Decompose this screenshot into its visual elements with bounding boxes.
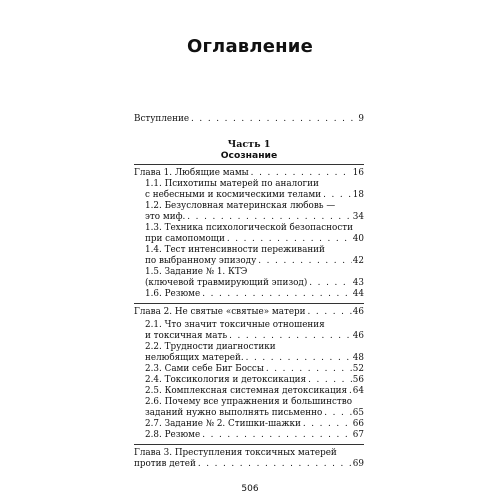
dot-leader xyxy=(308,375,352,386)
toc-entry-chapter-1 xyxy=(134,168,364,179)
toc-entry-2-5 xyxy=(134,386,364,397)
toc-entry-page: 16 xyxy=(352,168,364,178)
dot-leader xyxy=(227,234,352,245)
part-name: Осознание xyxy=(220,150,278,161)
toc-entry-page: 44 xyxy=(352,289,364,299)
dot-leader xyxy=(258,256,352,267)
divider xyxy=(134,164,364,165)
toc-entry-2-8 xyxy=(134,430,364,441)
toc-entry-page: 46 xyxy=(352,307,364,317)
toc-entry-label: 2.7. Задание № 2. Стишки-шажки xyxy=(145,419,301,429)
toc-entry-label: (ключевой травмирующий эпизод) xyxy=(145,278,308,288)
toc-entry-label: с небесными и космическими телами xyxy=(145,190,322,200)
part-number: Часть 1 xyxy=(227,139,271,150)
dot-leader xyxy=(229,331,352,342)
toc-entry-page: 34 xyxy=(352,212,364,222)
toc-entry-2-7 xyxy=(134,419,364,430)
table-of-contents xyxy=(134,114,364,470)
toc-entry-line: Глава 3. Преступления токсичных матерей xyxy=(134,448,337,458)
toc-entry-1-5 xyxy=(134,278,364,289)
toc-entry-label: 2.5. Комплексная системная детоксикация xyxy=(145,386,348,396)
toc-entry-page: 64 xyxy=(352,386,364,396)
toc-entry-chapter-2 xyxy=(134,307,364,318)
toc-entry-2-2 xyxy=(134,353,364,364)
toc-entry-label: при самопомощи xyxy=(145,234,225,244)
toc-entry-label: против детей xyxy=(134,459,196,469)
toc-entry-page: 48 xyxy=(352,353,364,363)
toc-entry-page: 43 xyxy=(352,278,364,288)
toc-entry-label: по выбранному эпизоду xyxy=(145,256,257,266)
toc-entry-line: 1.1. Психотипы матерей по аналогии xyxy=(145,179,319,189)
dot-leader xyxy=(191,114,357,125)
toc-entry-page: 40 xyxy=(352,234,364,244)
toc-entry-label: и токсичная мать xyxy=(145,331,228,341)
page-number: 506 xyxy=(241,484,259,494)
toc-entry-2-3 xyxy=(134,364,364,375)
toc-entry-1-1 xyxy=(134,190,364,201)
divider xyxy=(134,444,364,445)
toc-entry-2-6 xyxy=(134,408,364,419)
toc-entry-label: Глава 2. Не святые «святые» матери xyxy=(134,307,306,317)
dot-leader xyxy=(323,190,352,201)
toc-entry-page: 52 xyxy=(352,364,364,374)
toc-entry-2-4 xyxy=(134,375,364,386)
toc-entry-label: Вступление xyxy=(134,114,190,124)
toc-entry-page: 56 xyxy=(352,375,364,385)
toc-entry-chapter-3 xyxy=(134,459,364,470)
divider xyxy=(134,303,364,304)
toc-entry-label: заданий нужно выполнять письменно xyxy=(145,408,323,418)
toc-entry-1-6 xyxy=(134,289,364,300)
toc-entry-line: 2.1. Что значит токсичные отношения xyxy=(145,320,325,330)
page-title: Оглавление xyxy=(186,36,314,57)
toc-entry-page: 9 xyxy=(358,114,364,124)
part-heading xyxy=(134,139,364,161)
toc-entry-line: 1.3. Техника психологической безопасности xyxy=(145,223,353,233)
dot-leader xyxy=(187,212,352,223)
toc-entry-line: 1.4. Тест интенсивности переживаний xyxy=(145,245,325,255)
toc-entry-label: 2.8. Резюме xyxy=(145,430,201,440)
dot-leader xyxy=(303,419,352,430)
dot-leader xyxy=(246,353,352,364)
toc-entry-line: 2.6. Почему все упражнения и большинство xyxy=(145,397,352,407)
toc-entry-label: Глава 1. Любящие мамы xyxy=(134,168,249,178)
toc-entry-label: 1.6. Резюме xyxy=(145,289,201,299)
dot-leader xyxy=(309,278,352,289)
toc-entry-line: 2.2. Трудности диагностики xyxy=(145,342,276,352)
dot-leader xyxy=(251,168,352,179)
toc-entry-label: 2.3. Сами себе Биг Боссы xyxy=(145,364,264,374)
toc-entry-page: 67 xyxy=(352,430,364,440)
toc-entry-1-2 xyxy=(134,212,364,223)
toc-entry-page: 66 xyxy=(352,419,364,429)
dot-leader xyxy=(308,307,352,318)
toc-entry-label: нелюбящих матерей. xyxy=(145,353,244,363)
toc-entry-page: 65 xyxy=(352,408,364,418)
toc-entry-1-4 xyxy=(134,256,364,267)
toc-entry-page: 18 xyxy=(352,190,364,200)
toc-entry-label: 2.4. Токсикология и детоксикация xyxy=(145,375,307,385)
toc-entry-label: это миф. xyxy=(145,212,186,222)
dot-leader xyxy=(324,408,352,419)
toc-entry-2-1 xyxy=(134,331,364,342)
toc-entry-intro xyxy=(134,114,364,125)
toc-entry-1-3 xyxy=(134,234,364,245)
toc-entry-page: 69 xyxy=(352,459,364,469)
toc-entry-page: 46 xyxy=(352,331,364,341)
toc-entry-line: 1.5. Задание № 1. КТЭ xyxy=(145,267,248,277)
dot-leader xyxy=(349,386,352,397)
dot-leader xyxy=(198,459,352,470)
toc-entry-page: 42 xyxy=(352,256,364,266)
dot-leader xyxy=(202,289,352,300)
dot-leader xyxy=(266,364,352,375)
toc-entry-line: 1.2. Безусловная материнская любовь — xyxy=(145,201,336,211)
dot-leader xyxy=(202,430,352,441)
